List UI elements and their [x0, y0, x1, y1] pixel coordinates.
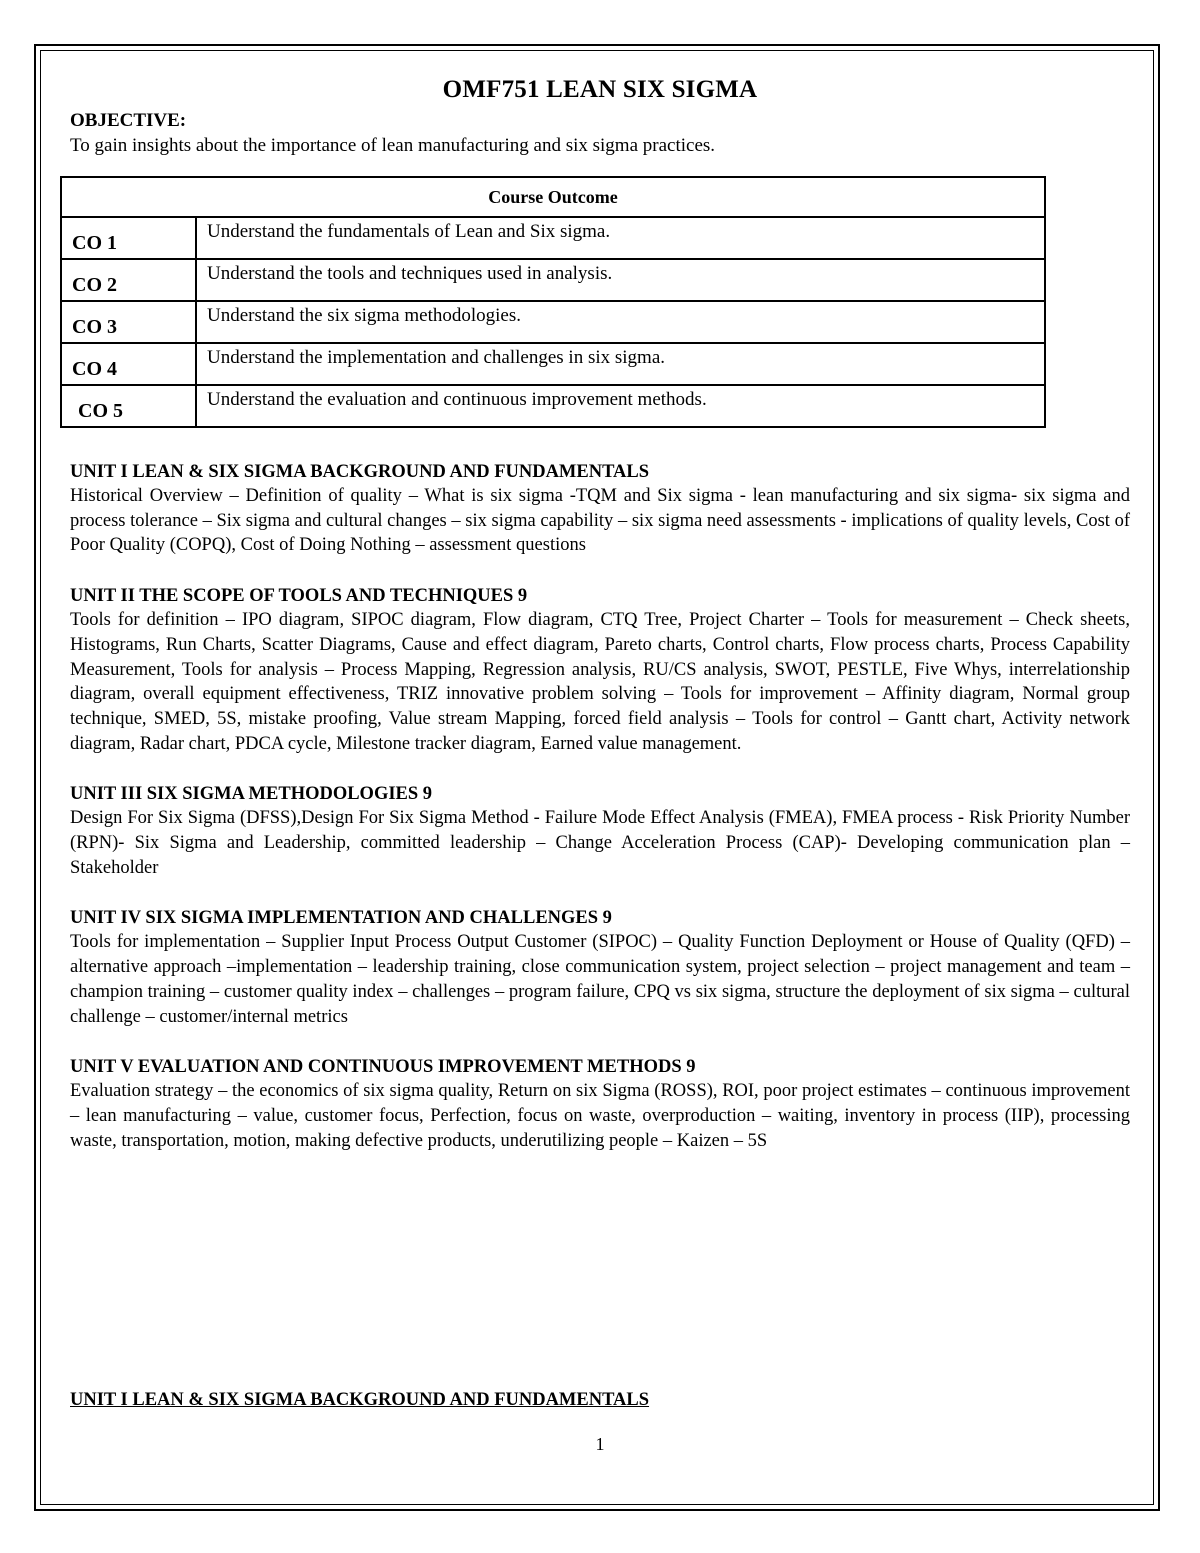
- unit-block: [70, 584, 1130, 756]
- table-row: [61, 385, 1045, 427]
- unit-block: [70, 460, 1130, 558]
- table-header-row: [61, 177, 1045, 217]
- unit-heading: UNIT III SIX SIGMA METHODOLOGIES 9: [70, 784, 433, 805]
- unit-block: [70, 906, 1130, 1029]
- table-row: [61, 301, 1045, 343]
- next-section-heading: UNIT I LEAN & SIX SIGMA BACKGROUND AND FUNDAMENTALS: [70, 1390, 650, 1410]
- unit-body: Tools for definition – IPO diagram, SIPOC diagram, Flow diagram, CTQ Tree, Project Charter – Tools for measurement – Check sheets, Histograms, Run Charts, Scatter Diagrams, Cause and effect diagram, Pareto charts, Control charts, Flow process charts, Process Capability Measurement, Tools for analysis – Process Mapping, Regression analysis, RU/CS analysis, SWOT, PESTLE, Five Whys, interrelationship diagram, overall equipment effectiveness, TRIZ innovative problem solving – Tools for improvement – Affinity diagram, Normal group technique, SMED, 5S, mistake proofing, Value stream Mapping, forced field analysis – Tools for control – Gantt chart, Activity network diagram, Radar chart, PDCA cycle, Milestone tracker diagram, Earned value management.: [70, 610, 1130, 754]
- unit-heading: UNIT V EVALUATION AND CONTINUOUS IMPROVEMENT METHODS 9: [70, 1057, 696, 1078]
- document-title: OMF751 LEAN SIX SIGMA: [442, 76, 758, 103]
- objective-text: To gain insights about the importance of lean manufacturing and six sigma practices.: [70, 135, 716, 156]
- table-row: [61, 259, 1045, 301]
- unit-block: [70, 1055, 1130, 1153]
- co-description: Understand the fundamentals of Lean and Six sigma.: [196, 217, 1045, 259]
- unit-body: Evaluation strategy – the economics of six sigma quality, Return on six Sigma (ROSS), ROI, poor project estimates – continuous improvement – lean manufacturing – value, customer focus, Perfection, focus on waste, overproduction – waiting, inventory in process (IIP), processing waste, transportation, motion, making defective products, underutilizing people – Kaizen – 5S: [70, 1081, 1130, 1151]
- co-description: Understand the tools and techniques used in analysis.: [196, 259, 1045, 301]
- unit-heading: UNIT I LEAN & SIX SIGMA BACKGROUND AND FUNDAMENTALS: [70, 462, 650, 482]
- unit-heading: UNIT IV SIX SIGMA IMPLEMENTATION AND CHALLENGES 9: [70, 908, 612, 929]
- units-section: [70, 460, 1130, 1153]
- co-code: CO 2: [61, 259, 196, 301]
- course-outcome-table: [60, 176, 1046, 428]
- unit-body: Historical Overview – Definition of quality – What is six sigma -TQM and Six sigma - lean manufacturing and six sigma- six sigma and process tolerance – Six sigma and cultural changes – six sigma capability – six sigma need assessments - implications of quality levels, Cost of Poor Quality (COPQ), Cost of Doing Nothing – assessment questions: [70, 486, 1130, 556]
- co-code: CO 5: [61, 385, 196, 427]
- page-content: [70, 76, 1130, 1153]
- page-number: 1: [595, 1434, 605, 1454]
- co-description: Understand the evaluation and continuous improvement methods.: [196, 385, 1045, 427]
- co-code: CO 3: [61, 301, 196, 343]
- course-outcome-header: Course Outcome: [61, 177, 1045, 217]
- co-description: Understand the implementation and challenges in six sigma.: [196, 343, 1045, 385]
- unit-body: Tools for implementation – Supplier Input Process Output Customer (SIPOC) – Quality Function Deployment or House of Quality (QFD) – alternative approach –implementation – leadership training, close communication system, project selection – project management and team – champion training – customer quality index – challenges – program failure, CPQ vs six sigma, structure the deployment of six sigma – cultural challenge – customer/internal metrics: [70, 932, 1130, 1027]
- co-description: Understand the six sigma methodologies.: [196, 301, 1045, 343]
- table-row: [61, 343, 1045, 385]
- unit-block: [70, 782, 1130, 880]
- co-code: CO 1: [61, 217, 196, 259]
- objective-heading: OBJECTIVE:: [70, 110, 187, 131]
- unit-body: Design For Six Sigma (DFSS),Design For Six Sigma Method - Failure Mode Effect Analysis (FMEA), FMEA process - Risk Priority Number (RPN)- Six Sigma and Leadership, committed leadership – Change Acceleration Process (CAP)- Developing communication plan – Stakeholder: [70, 808, 1130, 878]
- table-row: [61, 217, 1045, 259]
- co-code: CO 4: [61, 343, 196, 385]
- unit-heading: UNIT II THE SCOPE OF TOOLS AND TECHNIQUES 9: [70, 586, 528, 607]
